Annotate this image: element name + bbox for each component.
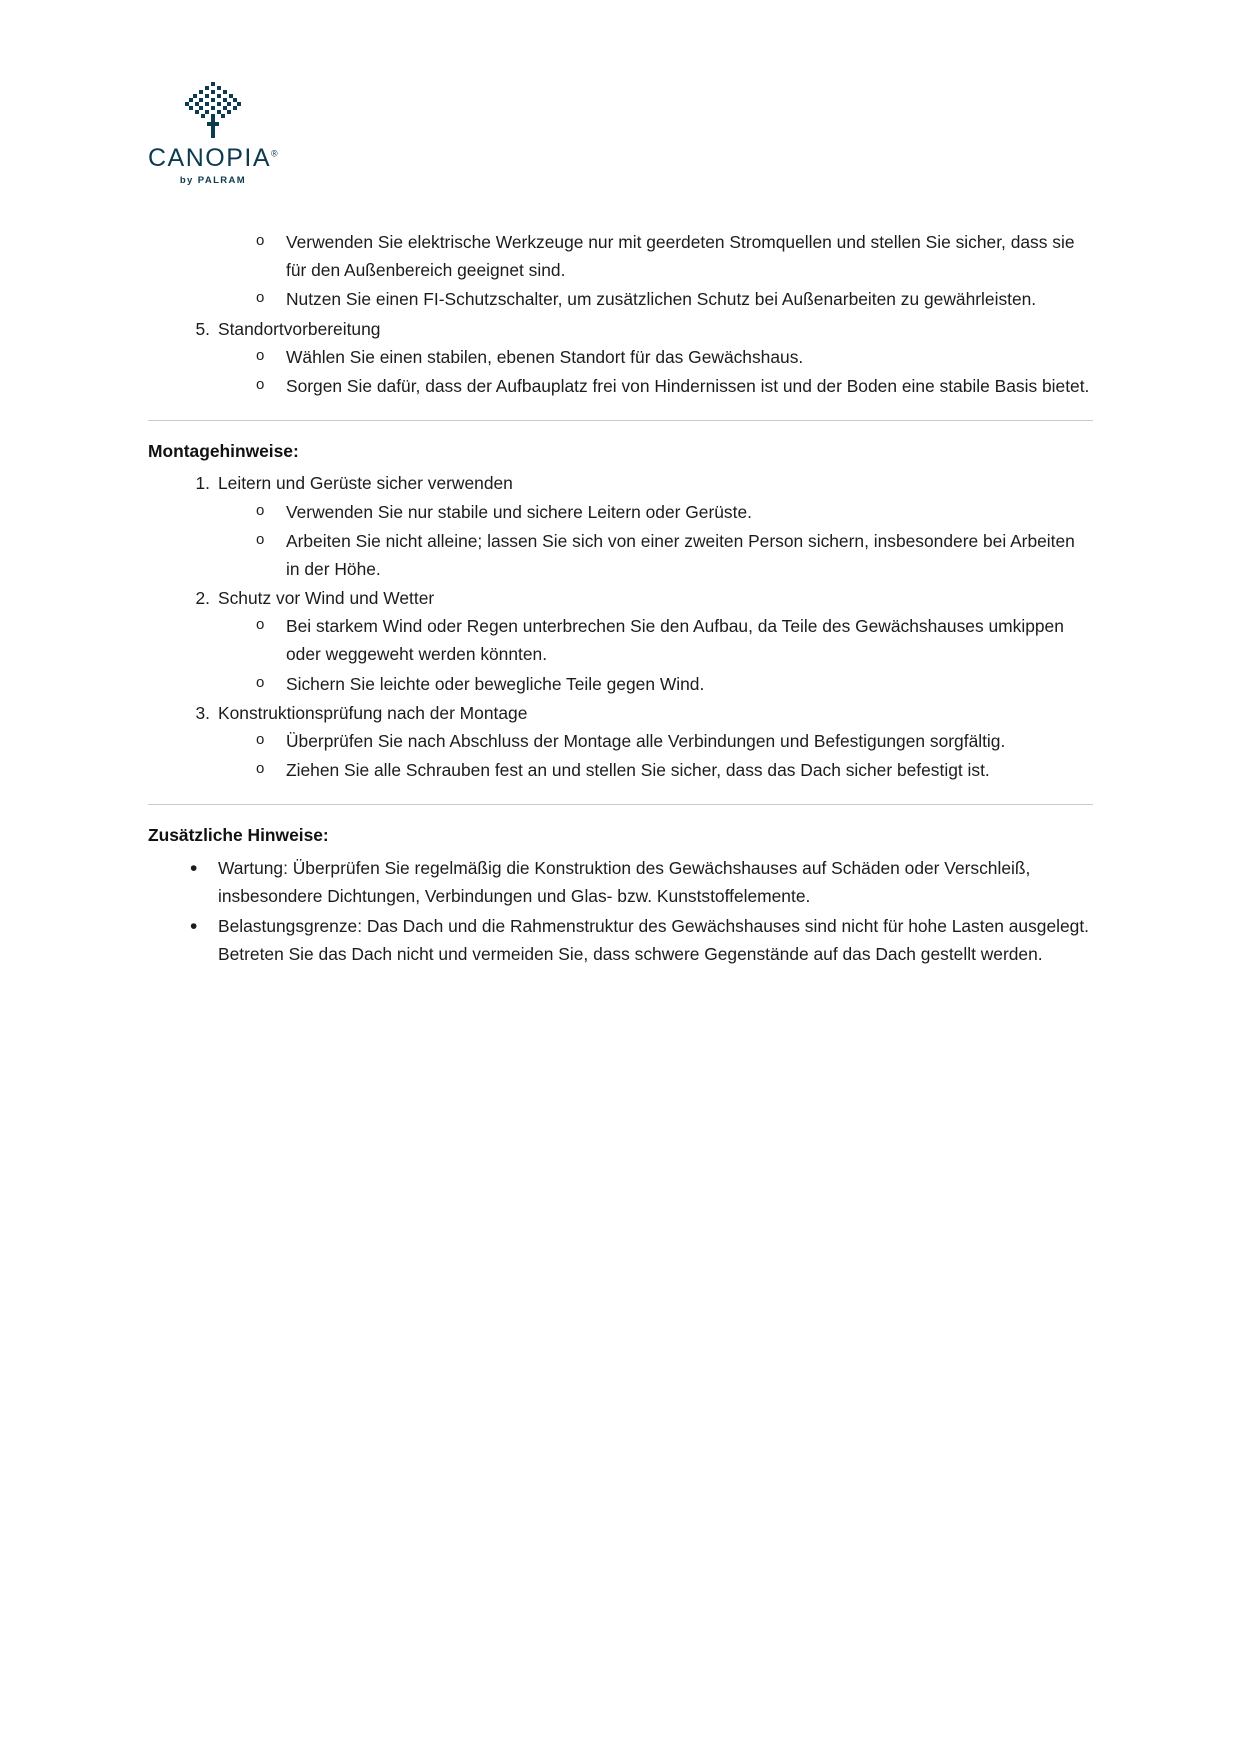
list-item-text: Wartung: Überprüfen Sie regelmäßig die Konstruktion des Gewächshauses auf Schäden oder Verschleiß, insbesondere Dichtungen, Verbindungen und Glas- bzw. Kunststoffelemente. (218, 857, 1031, 906)
circle-marker-icon: o (256, 530, 265, 548)
list-item-text: Ziehen Sie alle Schrauben fest an und stellen Sie sicher, dass das Dach sicher befestigt ist. (286, 760, 990, 781)
bullet-marker-icon: • (190, 914, 198, 938)
list-item-number: 5. (195, 318, 210, 339)
list-item (148, 315, 1093, 401)
list-item (218, 756, 1093, 784)
bullet-marker-icon: • (190, 856, 198, 880)
list-item-text: Sichern Sie leichte oder bewegliche Teile gegen Wind. (286, 673, 705, 694)
sub-list (218, 343, 1093, 400)
list-item-title: Schutz vor Wind und Wetter (218, 588, 435, 609)
sub-list (218, 498, 1093, 584)
list-item (218, 727, 1093, 755)
list-item-number: 3. (195, 702, 210, 723)
list-item (148, 912, 1093, 968)
list-item-text: Bei starkem Wind oder Regen unterbrechen Sie den Aufbau, da Teile des Gewächshauses umkippen oder weggeweht werden könnten. (286, 616, 1064, 665)
list-item-text: Verwenden Sie elektrische Werkzeuge nur mit geerdeten Stromquellen und stellen Sie sicher, dass sie für den Außenbereich geeignet sind. (286, 232, 1075, 281)
list-item (218, 372, 1093, 400)
list-item (148, 854, 1093, 910)
section-heading-montage: Montagehinweise: (148, 441, 299, 462)
list-item-text: Nutzen Sie einen FI-Schutzschalter, um zusätzlichen Schutz bei Außenarbeiten zu gewährleisten. (286, 289, 1037, 310)
circle-marker-icon: o (256, 232, 265, 249)
list-item-text: Belastungsgrenze: Das Dach und die Rahmenstruktur des Gewächshauses sind nicht für hohe Lasten ausgelegt. Betreten Sie das Dach nicht und vermeiden Sie, dass schwere Gegenstände auf das Dach gestellt werden. (218, 915, 1090, 965)
list-item (148, 584, 1093, 698)
sub-list (218, 612, 1093, 698)
list-item (218, 527, 1093, 583)
list-item (148, 469, 1093, 583)
list-item (148, 285, 1093, 313)
circle-marker-icon: o (256, 289, 265, 307)
logo-subtitle: by PALRAM (179, 175, 247, 186)
zusatz-list (148, 854, 1093, 969)
brand-logo (148, 78, 278, 186)
circle-marker-icon: o (256, 375, 265, 393)
list-item-number: 1. (195, 473, 210, 494)
logo-wordmark (148, 144, 278, 173)
document-content (148, 228, 1093, 970)
circle-marker-icon: o (256, 731, 265, 748)
list-item (148, 699, 1093, 785)
list-item-text: Arbeiten Sie nicht alleine; lassen Sie sich von einer zweiten Person sichern, insbesondere bei Arbeiten in der Höhe. (286, 530, 1075, 579)
list-item-title: Standortvorbereitung (218, 318, 381, 339)
list-item-text: Wählen Sie einen stabilen, ebenen Standort für das Gewächshaus. (286, 346, 804, 367)
circle-marker-icon: o (256, 501, 265, 519)
list-item (218, 612, 1093, 668)
list-item (218, 343, 1093, 371)
list-item-text: Sorgen Sie dafür, dass der Aufbauplatz frei von Hindernissen ist und der Boden eine stabile Basis bietet. (286, 375, 1090, 396)
list-item (148, 228, 1093, 284)
section-divider (148, 420, 1093, 421)
list-item-title: Konstruktionsprüfung nach der Montage (218, 702, 528, 723)
logo-wordmark-text: CANOPIA (148, 144, 272, 172)
tree-logo-icon (181, 78, 245, 140)
sub-list (218, 727, 1093, 784)
logo-registered-mark: ® (271, 148, 280, 159)
section-heading-zusatz: Zusätzliche Hinweise: (148, 825, 329, 846)
list-item-number: 2. (195, 588, 210, 609)
circle-marker-icon: o (256, 346, 265, 364)
circle-marker-icon: o (256, 673, 265, 691)
circle-marker-icon: o (256, 616, 265, 634)
continuation-list (148, 228, 1093, 314)
list-item-text: Überprüfen Sie nach Abschluss der Montage alle Verbindungen und Befestigungen sorgfältig. (286, 731, 1006, 751)
list-item (218, 670, 1093, 698)
numbered-list-continued (148, 315, 1093, 401)
section-divider (148, 804, 1093, 805)
list-item (218, 498, 1093, 526)
list-item-title: Leitern und Gerüste sicher verwenden (218, 473, 513, 494)
circle-marker-icon: o (256, 760, 265, 778)
montage-list (148, 469, 1093, 784)
list-item-text: Verwenden Sie nur stabile und sichere Leitern oder Gerüste. (286, 501, 752, 522)
